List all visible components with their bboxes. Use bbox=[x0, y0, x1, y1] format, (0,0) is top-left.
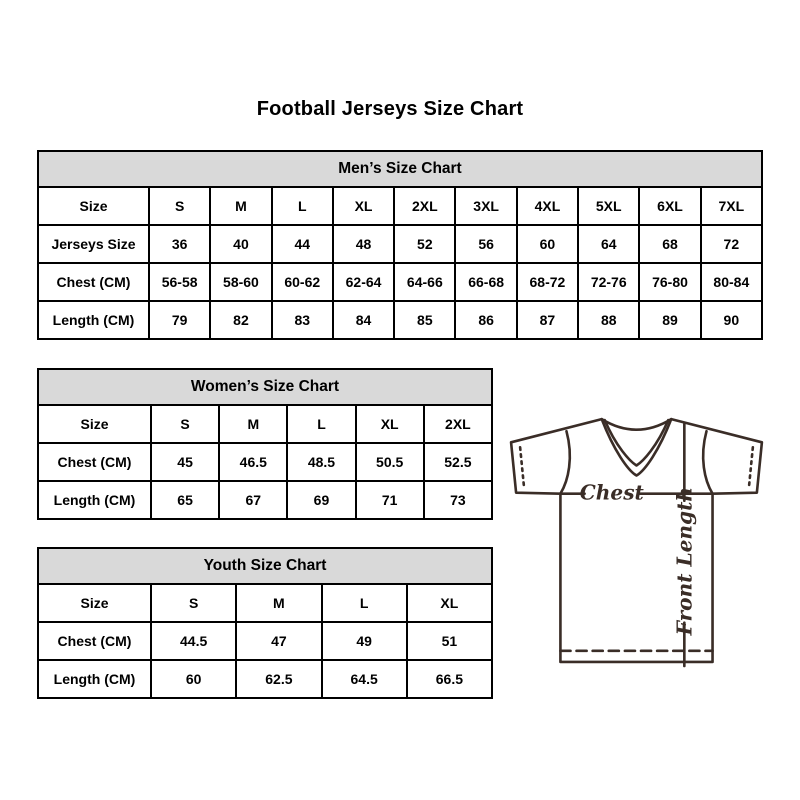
size-cell: 2XL bbox=[424, 405, 492, 443]
row-label: Chest (CM) bbox=[38, 263, 149, 301]
row-label: Length (CM) bbox=[38, 481, 151, 519]
value-cell: 80-84 bbox=[701, 263, 762, 301]
value-cell: 69 bbox=[287, 481, 355, 519]
value-cell: 56-58 bbox=[149, 263, 210, 301]
size-cell: XL bbox=[407, 584, 492, 622]
size-cell: 4XL bbox=[517, 187, 578, 225]
size-cell: M bbox=[210, 187, 271, 225]
value-cell: 68 bbox=[639, 225, 700, 263]
size-cell: L bbox=[287, 405, 355, 443]
value-cell: 44.5 bbox=[151, 622, 236, 660]
value-cell: 50.5 bbox=[356, 443, 424, 481]
front-length-measure-label: Front Length bbox=[672, 486, 697, 636]
value-cell: 64-66 bbox=[394, 263, 455, 301]
value-cell: 85 bbox=[394, 301, 455, 339]
value-cell: 90 bbox=[701, 301, 762, 339]
youth-size-table bbox=[37, 547, 493, 699]
size-cell: L bbox=[322, 584, 407, 622]
row-label: Chest (CM) bbox=[38, 622, 151, 660]
table-row bbox=[38, 481, 492, 519]
youth-table-title: Youth Size Chart bbox=[38, 548, 492, 584]
row-label: Size bbox=[38, 187, 149, 225]
mens-table-title: Men’s Size Chart bbox=[38, 151, 762, 187]
table-row bbox=[38, 369, 492, 405]
size-cell: M bbox=[236, 584, 321, 622]
value-cell: 52 bbox=[394, 225, 455, 263]
row-label: Length (CM) bbox=[38, 660, 151, 698]
size-cell: M bbox=[219, 405, 287, 443]
value-cell: 83 bbox=[272, 301, 333, 339]
value-cell: 68-72 bbox=[517, 263, 578, 301]
table-row bbox=[38, 405, 492, 443]
value-cell: 89 bbox=[639, 301, 700, 339]
value-cell: 87 bbox=[517, 301, 578, 339]
value-cell: 71 bbox=[356, 481, 424, 519]
page-title: Football Jerseys Size Chart bbox=[256, 98, 524, 120]
value-cell: 86 bbox=[455, 301, 516, 339]
value-cell: 36 bbox=[149, 225, 210, 263]
value-cell: 64.5 bbox=[322, 660, 407, 698]
value-cell: 72-76 bbox=[578, 263, 639, 301]
table-row bbox=[38, 548, 492, 584]
size-cell: 2XL bbox=[394, 187, 455, 225]
size-cell: 7XL bbox=[701, 187, 762, 225]
value-cell: 66-68 bbox=[455, 263, 516, 301]
size-cell: 3XL bbox=[455, 187, 516, 225]
value-cell: 45 bbox=[151, 443, 219, 481]
value-cell: 49 bbox=[322, 622, 407, 660]
womens-size-table bbox=[37, 368, 493, 520]
value-cell: 64 bbox=[578, 225, 639, 263]
table-row bbox=[38, 584, 492, 622]
table-row bbox=[38, 443, 492, 481]
value-cell: 51 bbox=[407, 622, 492, 660]
value-cell: 48 bbox=[333, 225, 394, 263]
value-cell: 67 bbox=[219, 481, 287, 519]
value-cell: 60 bbox=[151, 660, 236, 698]
value-cell: 40 bbox=[210, 225, 271, 263]
size-cell: XL bbox=[333, 187, 394, 225]
row-label: Jerseys Size bbox=[38, 225, 149, 263]
row-label: Size bbox=[38, 584, 151, 622]
size-cell: 6XL bbox=[639, 187, 700, 225]
table-row bbox=[38, 151, 762, 187]
table-row bbox=[38, 225, 762, 263]
value-cell: 76-80 bbox=[639, 263, 700, 301]
table-row bbox=[38, 187, 762, 225]
value-cell: 65 bbox=[151, 481, 219, 519]
chest-measure-label: Chest bbox=[579, 480, 644, 505]
size-cell: L bbox=[272, 187, 333, 225]
value-cell: 79 bbox=[149, 301, 210, 339]
value-cell: 72 bbox=[701, 225, 762, 263]
value-cell: 62.5 bbox=[236, 660, 321, 698]
table-row bbox=[38, 263, 762, 301]
value-cell: 82 bbox=[210, 301, 271, 339]
value-cell: 46.5 bbox=[219, 443, 287, 481]
size-cell: 5XL bbox=[578, 187, 639, 225]
row-label: Length (CM) bbox=[38, 301, 149, 339]
table-row bbox=[38, 622, 492, 660]
jersey-measurement-diagram bbox=[503, 402, 775, 674]
value-cell: 60-62 bbox=[272, 263, 333, 301]
womens-table-title: Women’s Size Chart bbox=[38, 369, 492, 405]
value-cell: 66.5 bbox=[407, 660, 492, 698]
value-cell: 62-64 bbox=[333, 263, 394, 301]
size-cell: S bbox=[151, 584, 236, 622]
table-row bbox=[38, 660, 492, 698]
jersey-outline-icon bbox=[503, 402, 775, 674]
table-row bbox=[38, 301, 762, 339]
value-cell: 47 bbox=[236, 622, 321, 660]
value-cell: 84 bbox=[333, 301, 394, 339]
size-cell: S bbox=[151, 405, 219, 443]
value-cell: 73 bbox=[424, 481, 492, 519]
value-cell: 44 bbox=[272, 225, 333, 263]
value-cell: 58-60 bbox=[210, 263, 271, 301]
size-cell: S bbox=[149, 187, 210, 225]
value-cell: 52.5 bbox=[424, 443, 492, 481]
value-cell: 48.5 bbox=[287, 443, 355, 481]
row-label: Chest (CM) bbox=[38, 443, 151, 481]
value-cell: 88 bbox=[578, 301, 639, 339]
value-cell: 60 bbox=[517, 225, 578, 263]
size-cell: XL bbox=[356, 405, 424, 443]
value-cell: 56 bbox=[455, 225, 516, 263]
mens-size-table bbox=[37, 150, 763, 340]
row-label: Size bbox=[38, 405, 151, 443]
